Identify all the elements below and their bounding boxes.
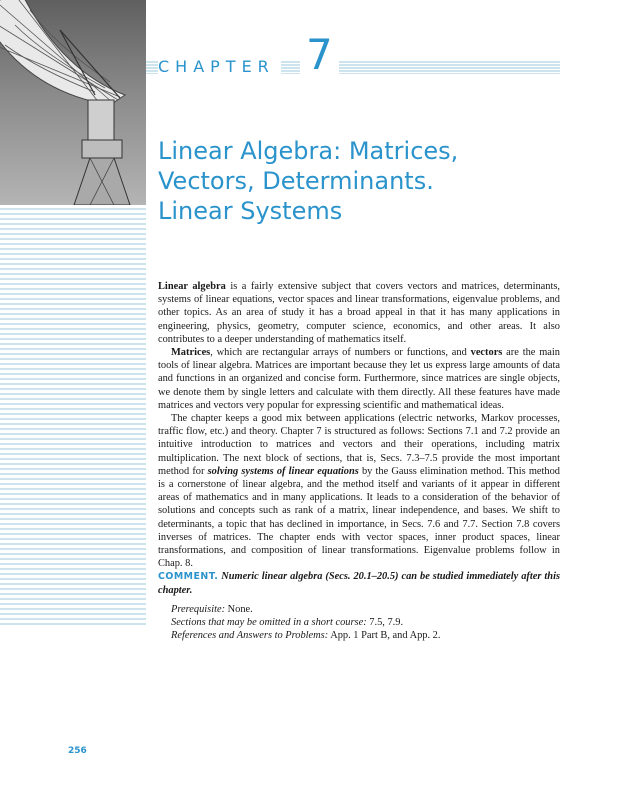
comment-text: Numeric linear algebra (Secs. 20.1–20.5) can be studied immediately after this chapter.: [158, 571, 560, 596]
radio-telescope-icon: [0, 0, 146, 205]
paragraph-intro-text: is a fairly extensive subject that covers vectors and matrices, determinants, systems of linear equations, vector spaces and linear transformations, eigenvalue problems, and other topics. As an area of study it has a broad appeal in that it has many applications in engineering, physics, geometry, computer science, economics, and other areas. It also contributes to a deeper understanding of mathematics itself.: [158, 281, 560, 345]
chapter-meta: [158, 603, 560, 643]
term-solving-systems: solving systems of linear equations: [207, 465, 359, 477]
term-matrices: Matrices: [171, 347, 211, 359]
paragraph-intro: [158, 280, 560, 346]
title-line-2: Vectors, Determinants.: [158, 167, 434, 195]
chapter-title: [158, 136, 578, 226]
paragraph-matrices: [158, 346, 560, 412]
term-vectors: vectors: [470, 347, 503, 359]
meta-prerequisite: [171, 603, 560, 616]
meta-references: [171, 629, 560, 642]
meta-omit: [171, 616, 560, 629]
chapter-label: CHAPTER: [158, 56, 281, 78]
paragraph-structure: [158, 412, 560, 570]
title-line-1: Linear Algebra: Matrices,: [158, 137, 459, 165]
radio-telescope-photo: [0, 0, 146, 205]
meta-references-label: References and Answers to Problems:: [171, 630, 329, 642]
meta-prerequisite-label: Prerequisite:: [171, 603, 226, 615]
comment-note: [158, 570, 560, 596]
page-number: 256: [68, 746, 87, 756]
paragraph-matrices-text-b: are the main tools of linear algebra. Matrices are important because they let us express large amounts of data and functions in an organized and concise form. Furthermore, since matrices are single objects, we denote them by single letters and calculate with them directly. All these features have made matrices and vectors very popular for expressing scientific and mathematical ideas.: [158, 347, 560, 411]
body-text: [158, 280, 560, 642]
meta-omit-value: 7.5, 7.9.: [366, 617, 404, 629]
term-linear-algebra: Linear algebra: [158, 281, 226, 292]
meta-omit-label: Sections that may be omitted in a short course:: [171, 617, 367, 629]
comment-label: COMMENT.: [158, 571, 219, 583]
paragraph-matrices-text-a: , which are rectangular arrays of numbers or functions, and: [210, 347, 471, 359]
meta-prerequisite-value: None.: [225, 603, 253, 615]
chapter-number: 7: [300, 33, 339, 77]
paragraph-structure-text-b: by the Gauss elimination method. This method is a cornerstone of linear algebra, and the method itself and variants of it appear in different areas of mathematics and in many applications. It leads to a consideration of the behavior of solutions and concepts such as rank of a matrix, linear independence, and bases. We shift to determinants, a topic that has declined in importance, in Secs. 7.6 and 7.7. Section 7.8 covers inverses of matrices. The chapter ends with vector spaces, inner product spaces, linear transformations, and composition of linear transformations. Eigenvalue problems follow in Chap. 8.: [158, 465, 560, 570]
meta-references-value: App. 1 Part B, and App. 2.: [328, 630, 441, 642]
title-line-3: Linear Systems: [158, 197, 343, 225]
paragraph-structure-text-a: The chapter keeps a good mix between applications (electric networks, Markov processes, traffic flow, etc.) and theory. Chapter 7 is structured as follows: Sections 7.1 and 7.2 provide an intuitive introduction to matrices and vectors and their operations, including matrix multiplication. The next block of sections, that is, Secs. 7.3–7.5 provide the most important method for: [158, 413, 560, 477]
